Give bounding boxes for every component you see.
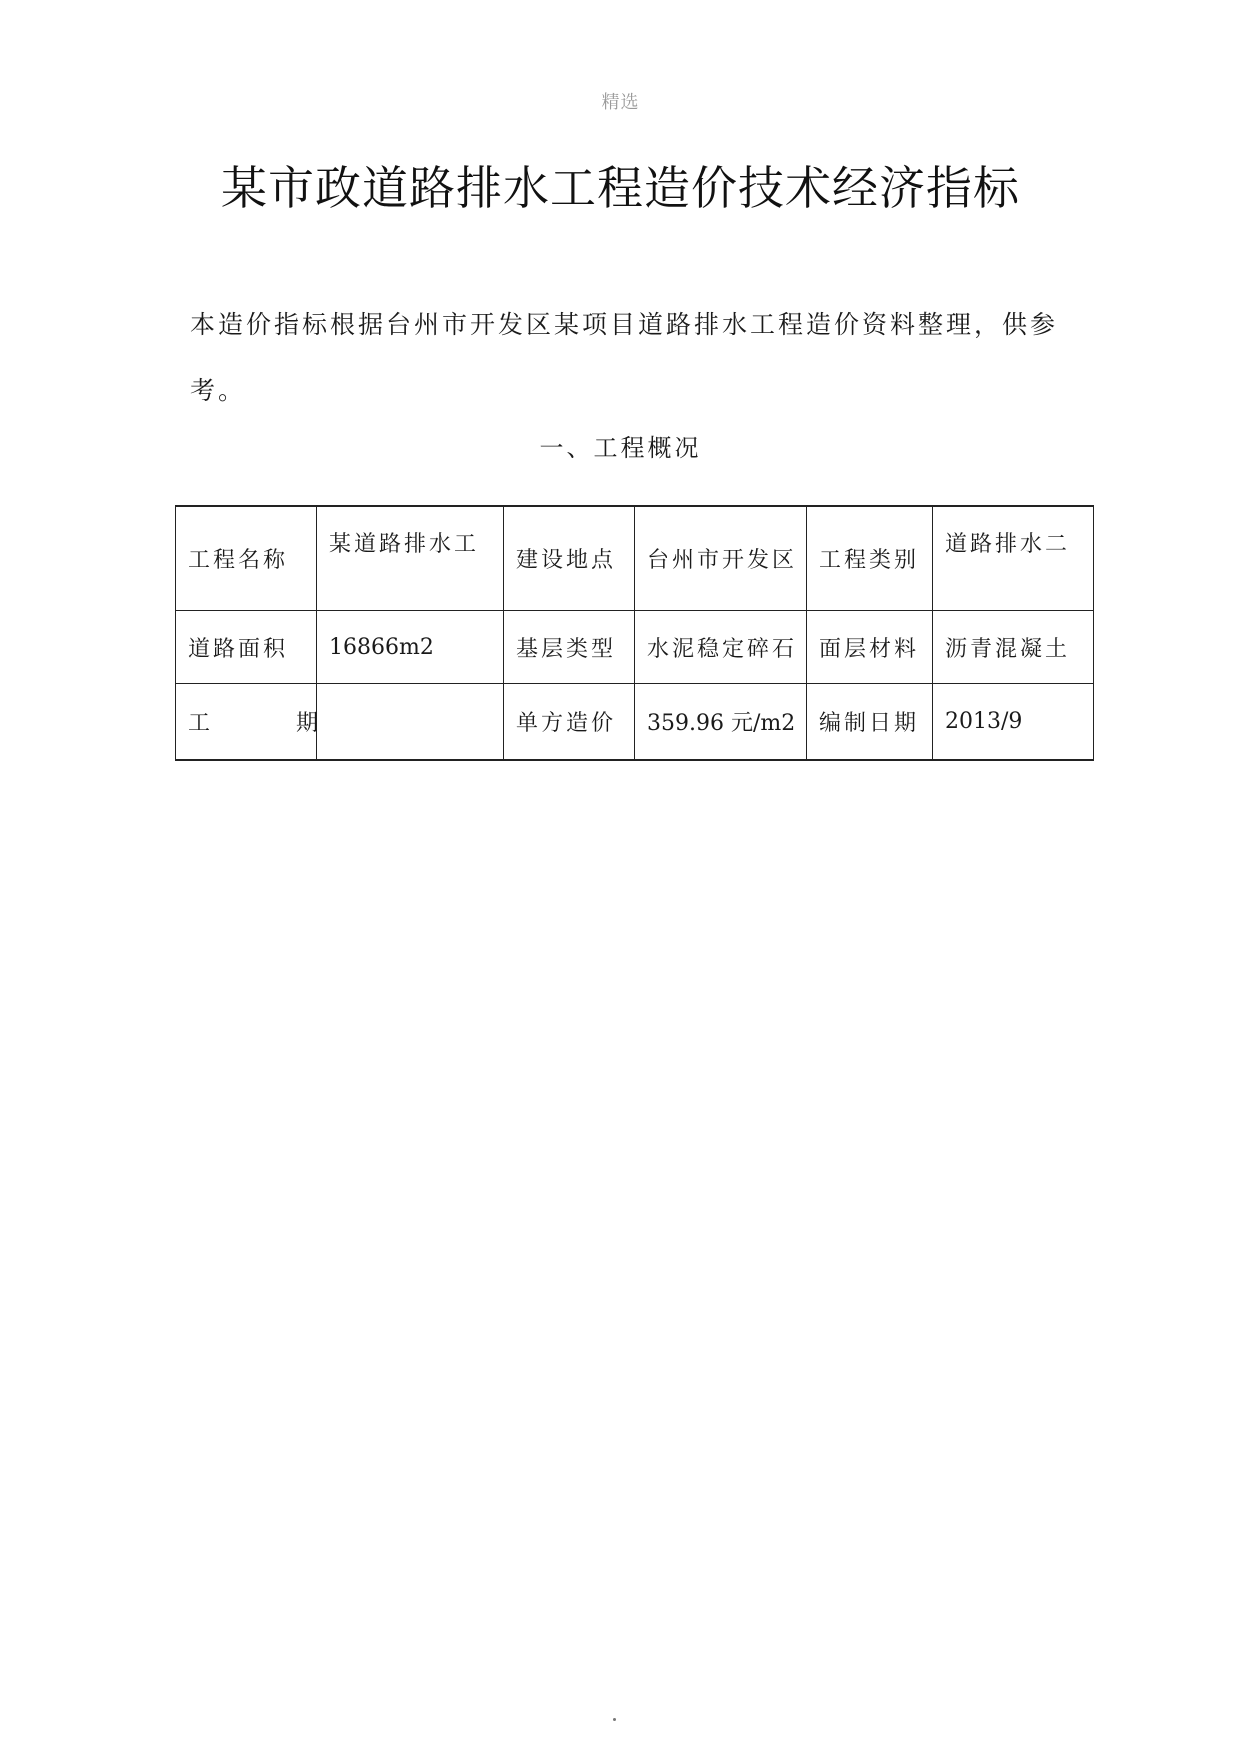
table-cell-value: 2013/9 xyxy=(933,684,1094,761)
table-row xyxy=(176,684,1094,761)
table-cell-value: 359.96 元/m2 xyxy=(635,684,807,761)
table-cell-label: 编制日期 xyxy=(807,684,933,761)
table-cell-label: 单方造价 xyxy=(504,684,635,761)
table-cell-label: 面层材料 xyxy=(807,611,933,684)
header-mark: 精选 xyxy=(601,92,640,113)
table-cell-value: 台州市开发区 xyxy=(635,506,807,611)
table-cell-label: 基层类型 xyxy=(504,611,635,684)
table-cell-value: 某道路排水工 xyxy=(317,506,504,611)
project-overview-table xyxy=(175,505,1094,761)
table-cell-value: 道路排水二 xyxy=(933,506,1094,611)
table-cell-label: 工程类别 xyxy=(807,506,933,611)
document-title: 某市政道路排水工程造价技术经济指标 xyxy=(221,161,1020,215)
footer-dot xyxy=(613,1718,616,1721)
table-cell-value: 水泥稳定碎石 xyxy=(635,611,807,684)
section-heading: 一、工程概况 xyxy=(539,434,702,462)
table-cell-label: 工程名称 xyxy=(176,506,317,611)
table-cell-label: 建设地点 xyxy=(504,506,635,611)
table-cell-value: 16866m2 xyxy=(317,611,504,684)
table-cell-label: 工 期 xyxy=(176,684,317,761)
intro-paragraph: 本造价指标根据台州市开发区某项目道路排水工程造价资料整理，供参考。 xyxy=(190,310,1059,405)
table-cell-value: 沥青混凝土 xyxy=(933,611,1094,684)
table-row xyxy=(176,506,1094,611)
table-row xyxy=(176,611,1094,684)
table-cell-label: 道路面积 xyxy=(176,611,317,684)
